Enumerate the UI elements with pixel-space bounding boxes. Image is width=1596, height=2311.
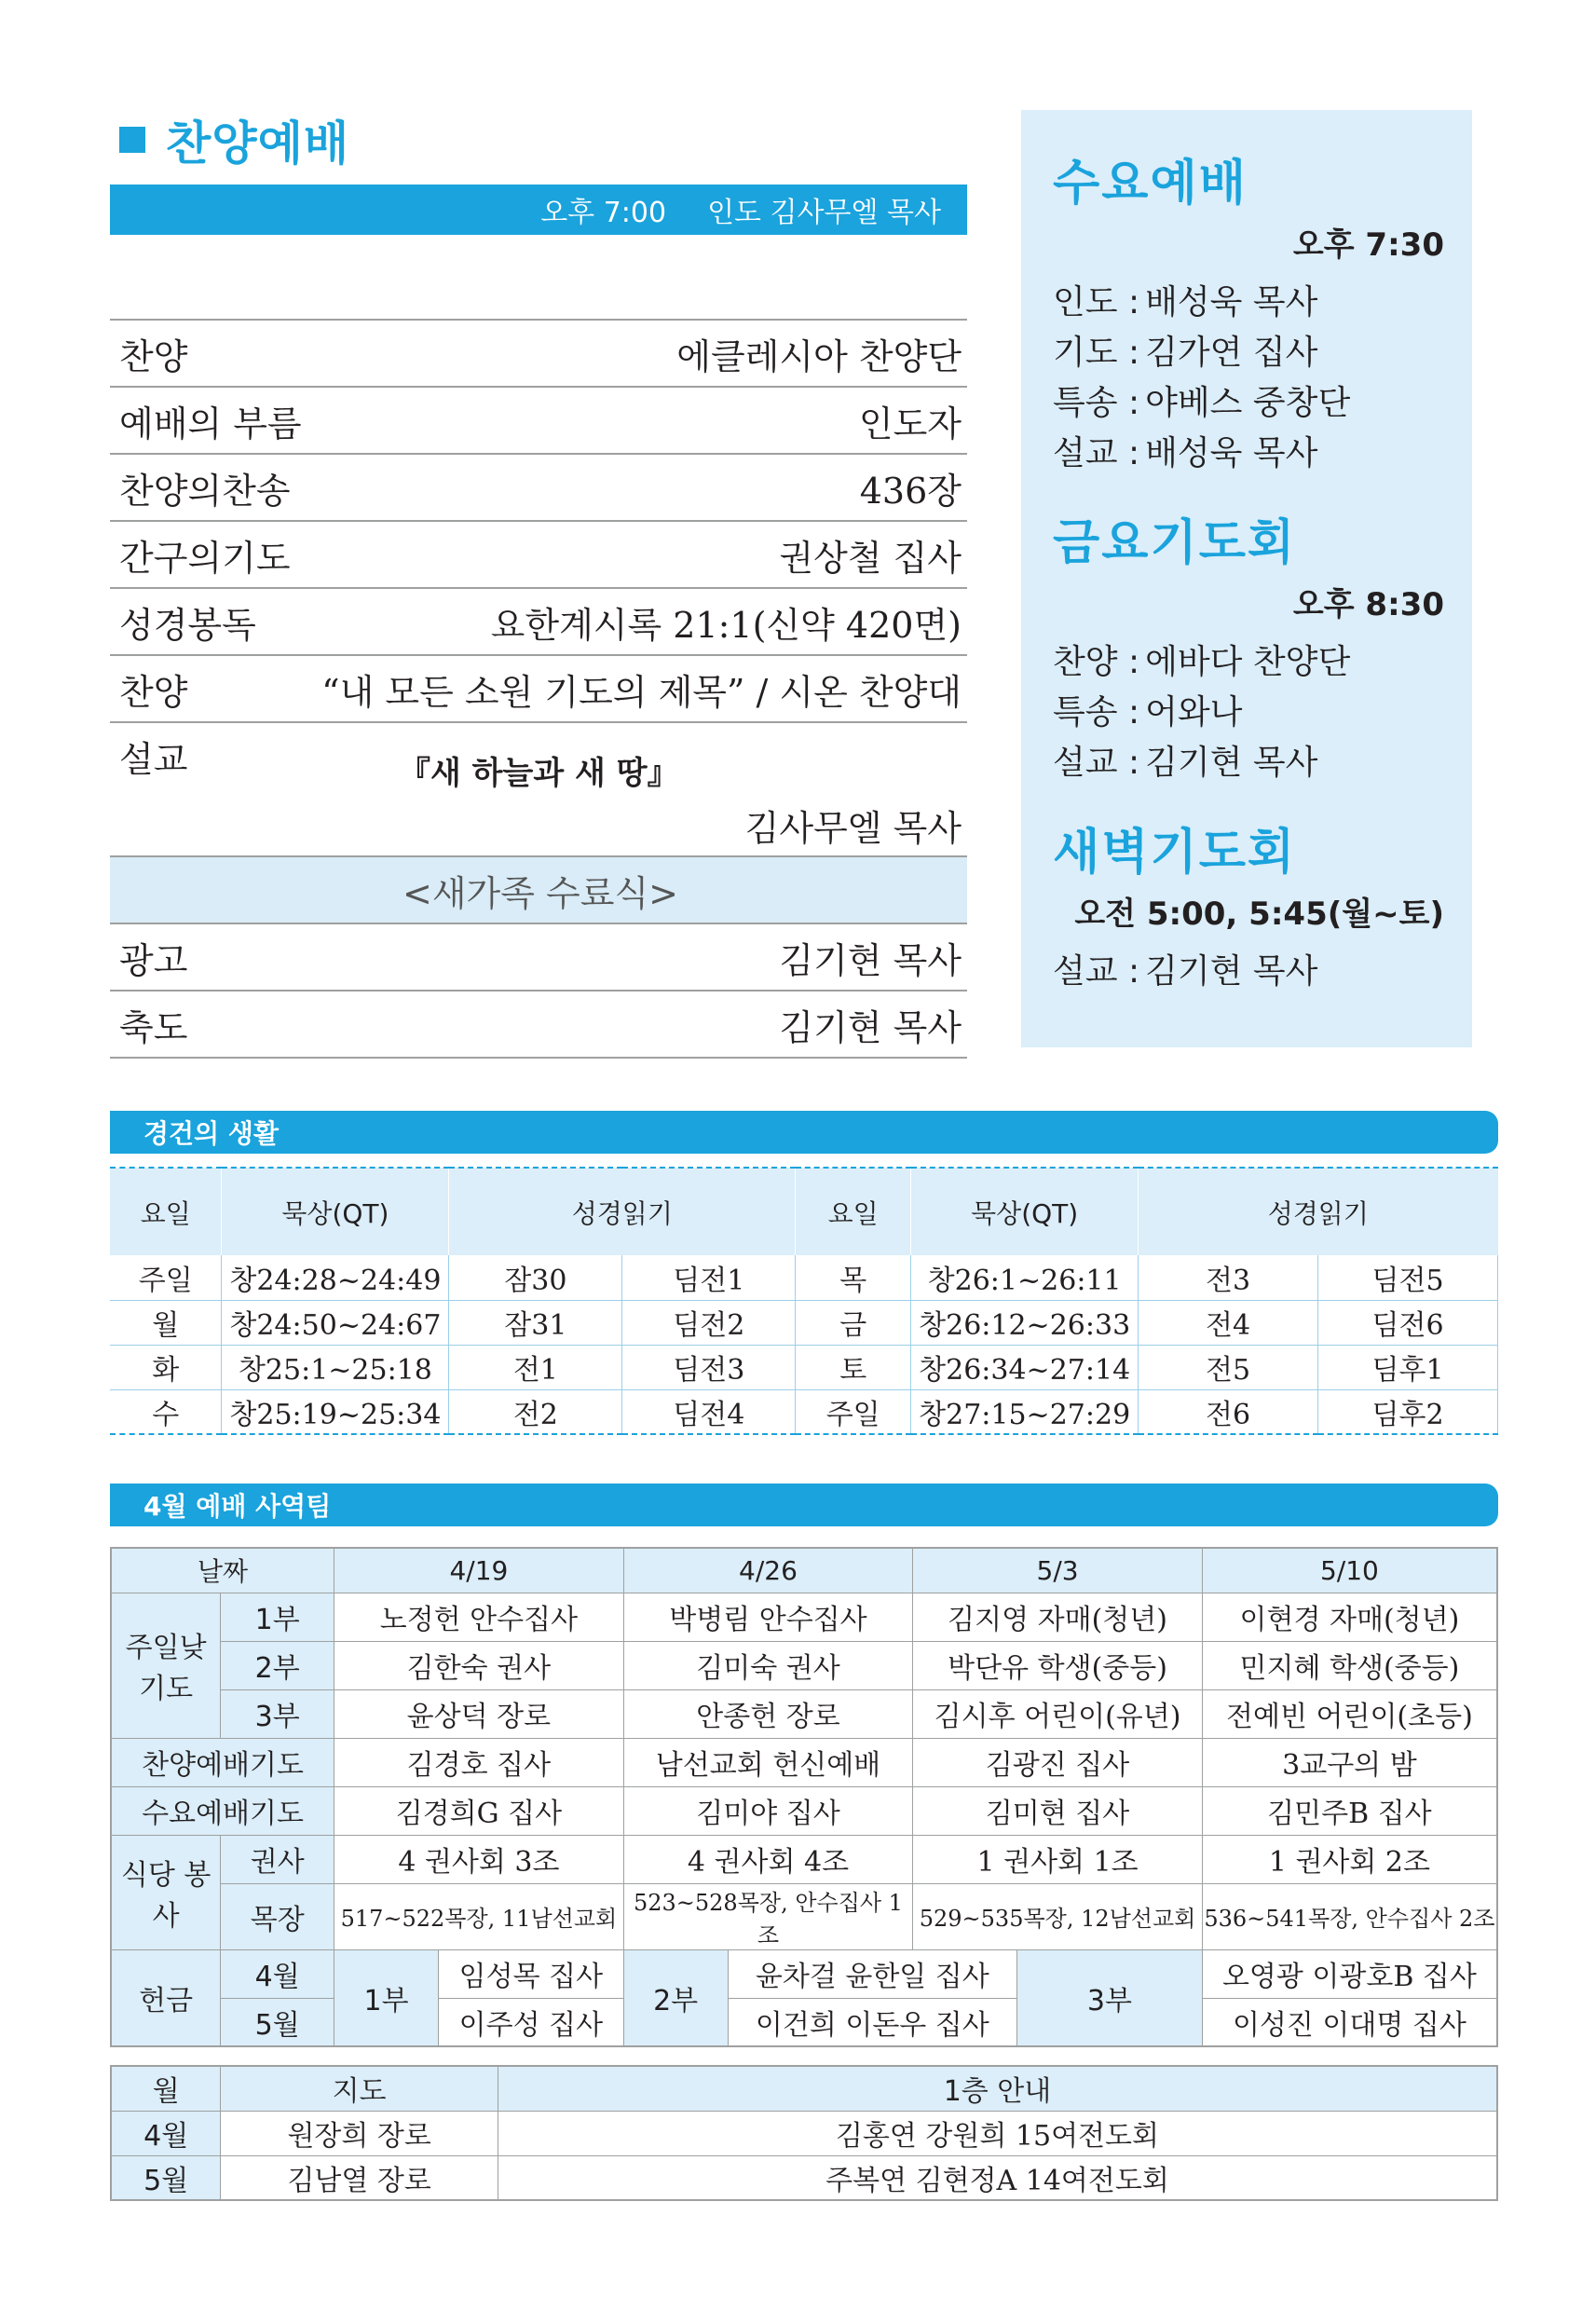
ministry-cell: 박병림 안수집사 (623, 1593, 913, 1641)
date-label: 날짜 (111, 1548, 334, 1593)
table-row (110, 1389, 1498, 1434)
worship-item-label: 광고 (119, 939, 188, 981)
day-cell: 월 (110, 1300, 222, 1345)
worship-row (110, 589, 967, 656)
ministry-cell: 1 권사회 2조 (1202, 1835, 1497, 1883)
qt-cell: 창26:12~26:33 (911, 1300, 1139, 1345)
guide-header-row (111, 2066, 1497, 2111)
service-role: 기도 : (1053, 333, 1140, 372)
praise-service-header (110, 104, 967, 175)
sermon-preacher: 김사무엘 목사 (744, 808, 962, 849)
devotion-header-row (110, 1168, 1498, 1255)
date-cell: 4/26 (623, 1548, 913, 1593)
order-of-worship (110, 319, 967, 1059)
worship-item-label: 축도 (119, 1006, 188, 1048)
service-role: 인도 : (1053, 282, 1140, 321)
ministry-cell: 김지영 자매(청년) (913, 1593, 1203, 1641)
ministry-cell: 전예빈 어린이(초등) (1202, 1689, 1497, 1738)
service-line (1053, 684, 1444, 734)
sermon-label: 설교 (119, 739, 188, 780)
day-cell: 수 (110, 1389, 222, 1434)
square-bullet-icon (119, 127, 145, 153)
worship-item-value: 김기현 목사 (779, 939, 962, 981)
ministry-cell: 김한숙 권사 (334, 1641, 624, 1689)
month-label: 4월 (221, 1949, 334, 1998)
worship-row (110, 656, 967, 723)
new-family-ceremony: <새가족 수료식> (110, 857, 967, 924)
worship-row (110, 924, 967, 991)
offering-part-label: 3부 (1017, 1949, 1203, 2046)
table-row (111, 1998, 1497, 2046)
dining-group-label: 권사 (221, 1835, 334, 1883)
ministry-cell: 이건희 이돈우 집사 (728, 1998, 1017, 2046)
ministry-cell: 김미야 집사 (623, 1786, 913, 1835)
ministry-cell: 김광진 집사 (913, 1738, 1203, 1786)
part-label: 3부 (221, 1689, 334, 1738)
wednesday-service (1053, 144, 1444, 475)
date-cell: 4/19 (334, 1548, 624, 1593)
ministry-cell: 529~535목장, 12남선교회 (913, 1883, 1203, 1949)
qt-cell: 창24:50~24:67 (222, 1300, 449, 1345)
bible-cell: 딤전6 (1318, 1300, 1498, 1345)
table-row (111, 1883, 1497, 1949)
ministry-cell: 김시후 어린이(유년) (913, 1689, 1203, 1738)
part-label: 1부 (221, 1593, 334, 1641)
qt-cell: 창25:19~25:34 (222, 1389, 449, 1434)
bible-cell: 딤전2 (622, 1300, 796, 1345)
day-cell: 주일 (110, 1255, 222, 1300)
table-row (111, 2155, 1497, 2200)
ministry-cell: 안종헌 장로 (623, 1689, 913, 1738)
ministry-cell: 윤차걸 윤한일 집사 (728, 1949, 1017, 1998)
bible-cell: 딤전4 (622, 1389, 796, 1434)
offering-part-label: 1부 (334, 1949, 439, 2046)
service-person: 에바다 찬양단 (1145, 642, 1351, 681)
ministry-cell: 박단유 학생(중등) (913, 1641, 1203, 1689)
praise-service-time: 오후 7:00 (540, 197, 667, 229)
praise-service-info-bar (110, 185, 967, 235)
table-row (111, 1949, 1497, 1998)
ministry-cell: 김민주B 집사 (1202, 1786, 1497, 1835)
ministry-cell: 4 권사회 3조 (334, 1835, 624, 1883)
service-person: 어와나 (1145, 692, 1243, 732)
worship-item-value: 김기현 목사 (779, 1006, 962, 1048)
table-row (111, 1835, 1497, 1883)
worship-item-value: 권상철 집사 (779, 537, 962, 579)
bible-cell: 전4 (1139, 1300, 1318, 1345)
service-role: 설교 : (1053, 743, 1140, 782)
day-header: 요일 (796, 1168, 911, 1255)
bible-reading-header: 성경읽기 (1139, 1168, 1498, 1255)
ministry-cell: 이현경 자매(청년) (1202, 1593, 1497, 1641)
service-person: 김가연 집사 (1145, 333, 1318, 372)
service-line (1053, 274, 1444, 324)
month-cell: 4월 (111, 2111, 221, 2155)
ministry-section-header: 4월 예배 사역팀 (110, 1484, 1498, 1526)
guide-cell: 주복연 김현정A 14여전도회 (498, 2155, 1497, 2200)
service-person: 김기현 목사 (1145, 743, 1318, 782)
ministry-cell: 523~528목장, 안수집사 1조 (623, 1883, 913, 1949)
friday-prayer-title: 금요기도회 (1053, 515, 1297, 571)
worship-item-value: 요한계시록 21:1(신약 420면) (490, 604, 962, 646)
dawn-prayer (1053, 813, 1444, 993)
bible-cell: 전3 (1139, 1255, 1318, 1300)
service-person: 배성욱 목사 (1145, 433, 1318, 472)
date-cell: 5/3 (913, 1548, 1203, 1593)
dining-group-label: 목장 (221, 1883, 334, 1949)
sunday-prayer-label: 주일낮 기도 (111, 1593, 221, 1738)
qt-header: 묵상(QT) (911, 1168, 1139, 1255)
bible-cell: 딤전1 (622, 1255, 796, 1300)
praise-service-section (110, 104, 967, 1059)
day-header: 요일 (110, 1168, 222, 1255)
worship-item-label: 간구의기도 (119, 537, 291, 579)
praise-service-title: 찬양예배 (166, 116, 350, 171)
ministry-cell: 1 권사회 1조 (913, 1835, 1203, 1883)
service-line (1053, 425, 1444, 475)
worship-item-label: 찬양의찬송 (119, 470, 291, 512)
wednesday-service-title: 수요예배 (1053, 156, 1248, 212)
ministry-cell: 오영광 이광호B 집사 (1202, 1949, 1497, 1998)
qt-cell: 창26:1~26:11 (911, 1255, 1139, 1300)
dining-service-label: 식당 봉사 (111, 1835, 221, 1949)
friday-prayer-time: 오후 8:30 (1292, 586, 1444, 623)
dawn-prayer-title: 새벽기도회 (1053, 825, 1297, 881)
table-row (110, 1255, 1498, 1300)
bible-reading-header: 성경읽기 (449, 1168, 796, 1255)
weekday-services-box (1021, 110, 1472, 1047)
service-line (1053, 324, 1444, 375)
ministry-cell: 김경희G 집사 (334, 1786, 624, 1835)
wednesday-service-time: 오후 7:30 (1292, 226, 1444, 264)
ministry-cell: 윤상덕 장로 (334, 1689, 624, 1738)
bible-cell: 전2 (449, 1389, 622, 1434)
worship-item-label: 찬양 (119, 671, 188, 713)
leader-header: 지도 (221, 2066, 498, 2111)
bible-cell: 잠31 (449, 1300, 622, 1345)
ministry-team-table (110, 1547, 1498, 2047)
table-row (111, 1786, 1497, 1835)
table-row (111, 1641, 1497, 1689)
day-cell: 주일 (796, 1389, 911, 1434)
worship-item-label: 찬양 (119, 335, 188, 377)
ministry-cell: 이성진 이대명 집사 (1202, 1998, 1497, 2046)
guide-cell: 김홍연 강원희 15여전도회 (498, 2111, 1497, 2155)
worship-item-value: 에클레시아 찬양단 (676, 335, 962, 377)
day-cell: 금 (796, 1300, 911, 1345)
worship-row (110, 522, 967, 589)
bible-cell: 전6 (1139, 1389, 1318, 1434)
friday-prayer (1053, 503, 1444, 785)
table-row (110, 1345, 1498, 1389)
qt-cell: 창27:15~27:29 (911, 1389, 1139, 1434)
table-row (111, 2111, 1497, 2155)
service-person: 김기현 목사 (1145, 951, 1318, 991)
ministry-cell: 3교구의 밤 (1202, 1738, 1497, 1786)
part-label: 2부 (221, 1641, 334, 1689)
bible-cell: 전1 (449, 1345, 622, 1389)
month-label: 5월 (221, 1998, 334, 2046)
ministry-cell: 임성목 집사 (438, 1949, 623, 1998)
first-floor-guide-header: 1층 안내 (498, 2066, 1497, 2111)
worship-item-value: 인도자 (858, 403, 962, 444)
service-person: 야베스 중창단 (1145, 383, 1351, 422)
table-row (110, 1300, 1498, 1345)
ministry-cell: 이주성 집사 (438, 1998, 623, 2046)
worship-item-label: 예배의 부름 (119, 403, 302, 444)
offering-label: 헌금 (111, 1949, 221, 2046)
service-line (1053, 634, 1444, 684)
ministry-cell: 김미숙 권사 (623, 1641, 913, 1689)
qt-cell: 창24:28~24:49 (222, 1255, 449, 1300)
bible-cell: 딤후1 (1318, 1345, 1498, 1389)
table-row (111, 1689, 1497, 1738)
worship-row (110, 388, 967, 455)
day-cell: 토 (796, 1345, 911, 1389)
leader-cell: 원장희 장로 (221, 2111, 498, 2155)
devotion-table (110, 1167, 1498, 1435)
ministry-cell: 517~522목장, 11남선교회 (334, 1883, 624, 1949)
bible-cell: 전5 (1139, 1345, 1318, 1389)
date-cell: 5/10 (1202, 1548, 1497, 1593)
qt-header: 묵상(QT) (222, 1168, 449, 1255)
bible-cell: 잠30 (449, 1255, 622, 1300)
qt-cell: 창26:34~27:14 (911, 1345, 1139, 1389)
worship-row (110, 455, 967, 522)
wed-prayer-label: 수요예배기도 (111, 1786, 334, 1835)
bible-cell: 딤전3 (622, 1345, 796, 1389)
ministry-cell: 노정헌 안수집사 (334, 1593, 624, 1641)
table-row (111, 1738, 1497, 1786)
praise-prayer-label: 찬양예배기도 (111, 1738, 334, 1786)
service-role: 설교 : (1053, 951, 1140, 991)
service-line (1053, 375, 1444, 425)
ministry-cell: 김미현 집사 (913, 1786, 1203, 1835)
bible-cell: 딤전5 (1318, 1255, 1498, 1300)
devotion-section-header: 경건의 생활 (110, 1111, 1498, 1154)
sermon-row (110, 723, 967, 857)
worship-row (110, 321, 967, 388)
service-role: 특송 : (1053, 692, 1140, 732)
day-cell: 목 (796, 1255, 911, 1300)
service-person: 배성욱 목사 (1145, 282, 1318, 321)
ministry-cell: 536~541목장, 안수집사 2조 (1202, 1883, 1497, 1949)
bible-cell: 딤후2 (1318, 1389, 1498, 1434)
sermon-title: 『새 하늘과 새 땅』 (399, 755, 679, 792)
worship-item-value: 436장 (859, 470, 962, 512)
ministry-cell: 민지혜 학생(중등) (1202, 1641, 1497, 1689)
ministry-cell: 남선교회 헌신예배 (623, 1738, 913, 1786)
day-cell: 화 (110, 1345, 222, 1389)
offering-part-label: 2부 (623, 1949, 728, 2046)
month-cell: 5월 (111, 2155, 221, 2200)
service-line (1053, 943, 1444, 993)
service-line (1053, 734, 1444, 785)
ministry-cell: 4 권사회 4조 (623, 1835, 913, 1883)
praise-service-leader: 인도 김사무엘 목사 (707, 197, 941, 229)
service-role: 특송 : (1053, 383, 1140, 422)
service-role: 설교 : (1053, 433, 1140, 472)
worship-row (110, 991, 967, 1059)
month-header: 월 (111, 2066, 221, 2111)
dawn-prayer-time: 오전 5:00, 5:45(월~토) (1074, 896, 1444, 933)
leader-cell: 김남열 장로 (221, 2155, 498, 2200)
service-role: 찬양 : (1053, 642, 1140, 681)
qt-cell: 창25:1~25:18 (222, 1345, 449, 1389)
worship-item-value: “내 모든 소원 기도의 제목” / 시온 찬양대 (321, 671, 962, 713)
ministry-cell: 김경호 집사 (334, 1738, 624, 1786)
table-row (111, 1593, 1497, 1641)
guide-table (110, 2065, 1498, 2201)
worship-item-label: 성경봉독 (119, 604, 256, 646)
ministry-date-row (111, 1548, 1497, 1593)
